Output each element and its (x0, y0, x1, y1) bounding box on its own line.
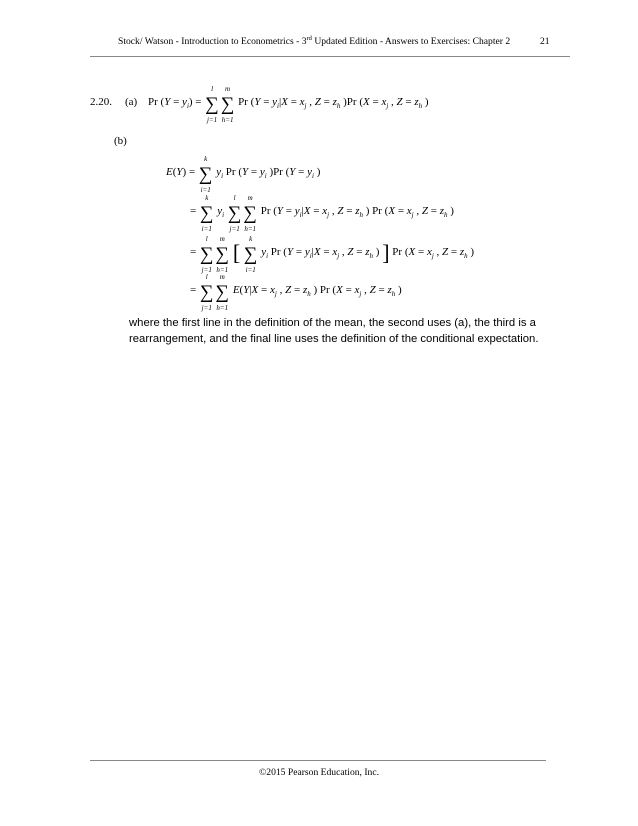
explanation-paragraph: where the first line in the definition of the mean, the second uses (a), the third is a rearrangement, and the final line uses the definition of the conditional expectation. (129, 317, 539, 345)
header-text-rest: Updated Edition - Answers to Exercises: Chapter 2 (311, 36, 511, 47)
header-superscript: rd (306, 35, 312, 42)
equation-b-line-1: E(Y) = ∑ k i=1 $y_i$ Pr ($Y = y_i$ )Pr ($Y = y_i$ ) (166, 155, 321, 194)
page-footer: ©2015 Pearson Education, Inc. (259, 767, 379, 778)
header-text: Stock/ Watson - Introduction to Econometrics - 3 (118, 36, 307, 47)
equation-b-line-3: = ∑ l j=1 ∑ m h=1 [ ∑ k i=1 $y_i$ Pr ($Y = y_i|X = x_j$ , $Z = z_h$ ) ] Pr ($X = x_j$ , $Z = z_h$ ) (190, 235, 475, 274)
exercise-number: 2.20. (90, 96, 112, 108)
equation-a: Pr $(Y = y_i)$ = ∑ l j=1 ∑ m h=1 Pr ($Y = y_i|X = x_j$ , $Z = z_h$ )Pr ($X = x_j$ , $Z = z_h$ ) (148, 85, 429, 124)
equation-b-line-4: = ∑ l j=1 ∑ m h=1 $E(Y|X = x_j$ , $Z = z_h$ ) Pr ($X = x_j$ , $Z = z_h$ ) (190, 273, 402, 312)
header-divider (90, 56, 570, 57)
equation-b-line-2: = ∑ k i=1 $y_i$ ∑ l j=1 ∑ m h=1 Pr ($Y = y_i|X = x_j$ , $Z = z_h$ ) Pr ($X = x_j$ , $Z = z_h$ ) (190, 194, 454, 233)
footer-divider (90, 760, 546, 761)
part-b-label: (b) (114, 135, 127, 147)
page-number: 21 (540, 36, 550, 47)
part-a-label: (a) (125, 96, 138, 108)
page-header (118, 36, 510, 47)
